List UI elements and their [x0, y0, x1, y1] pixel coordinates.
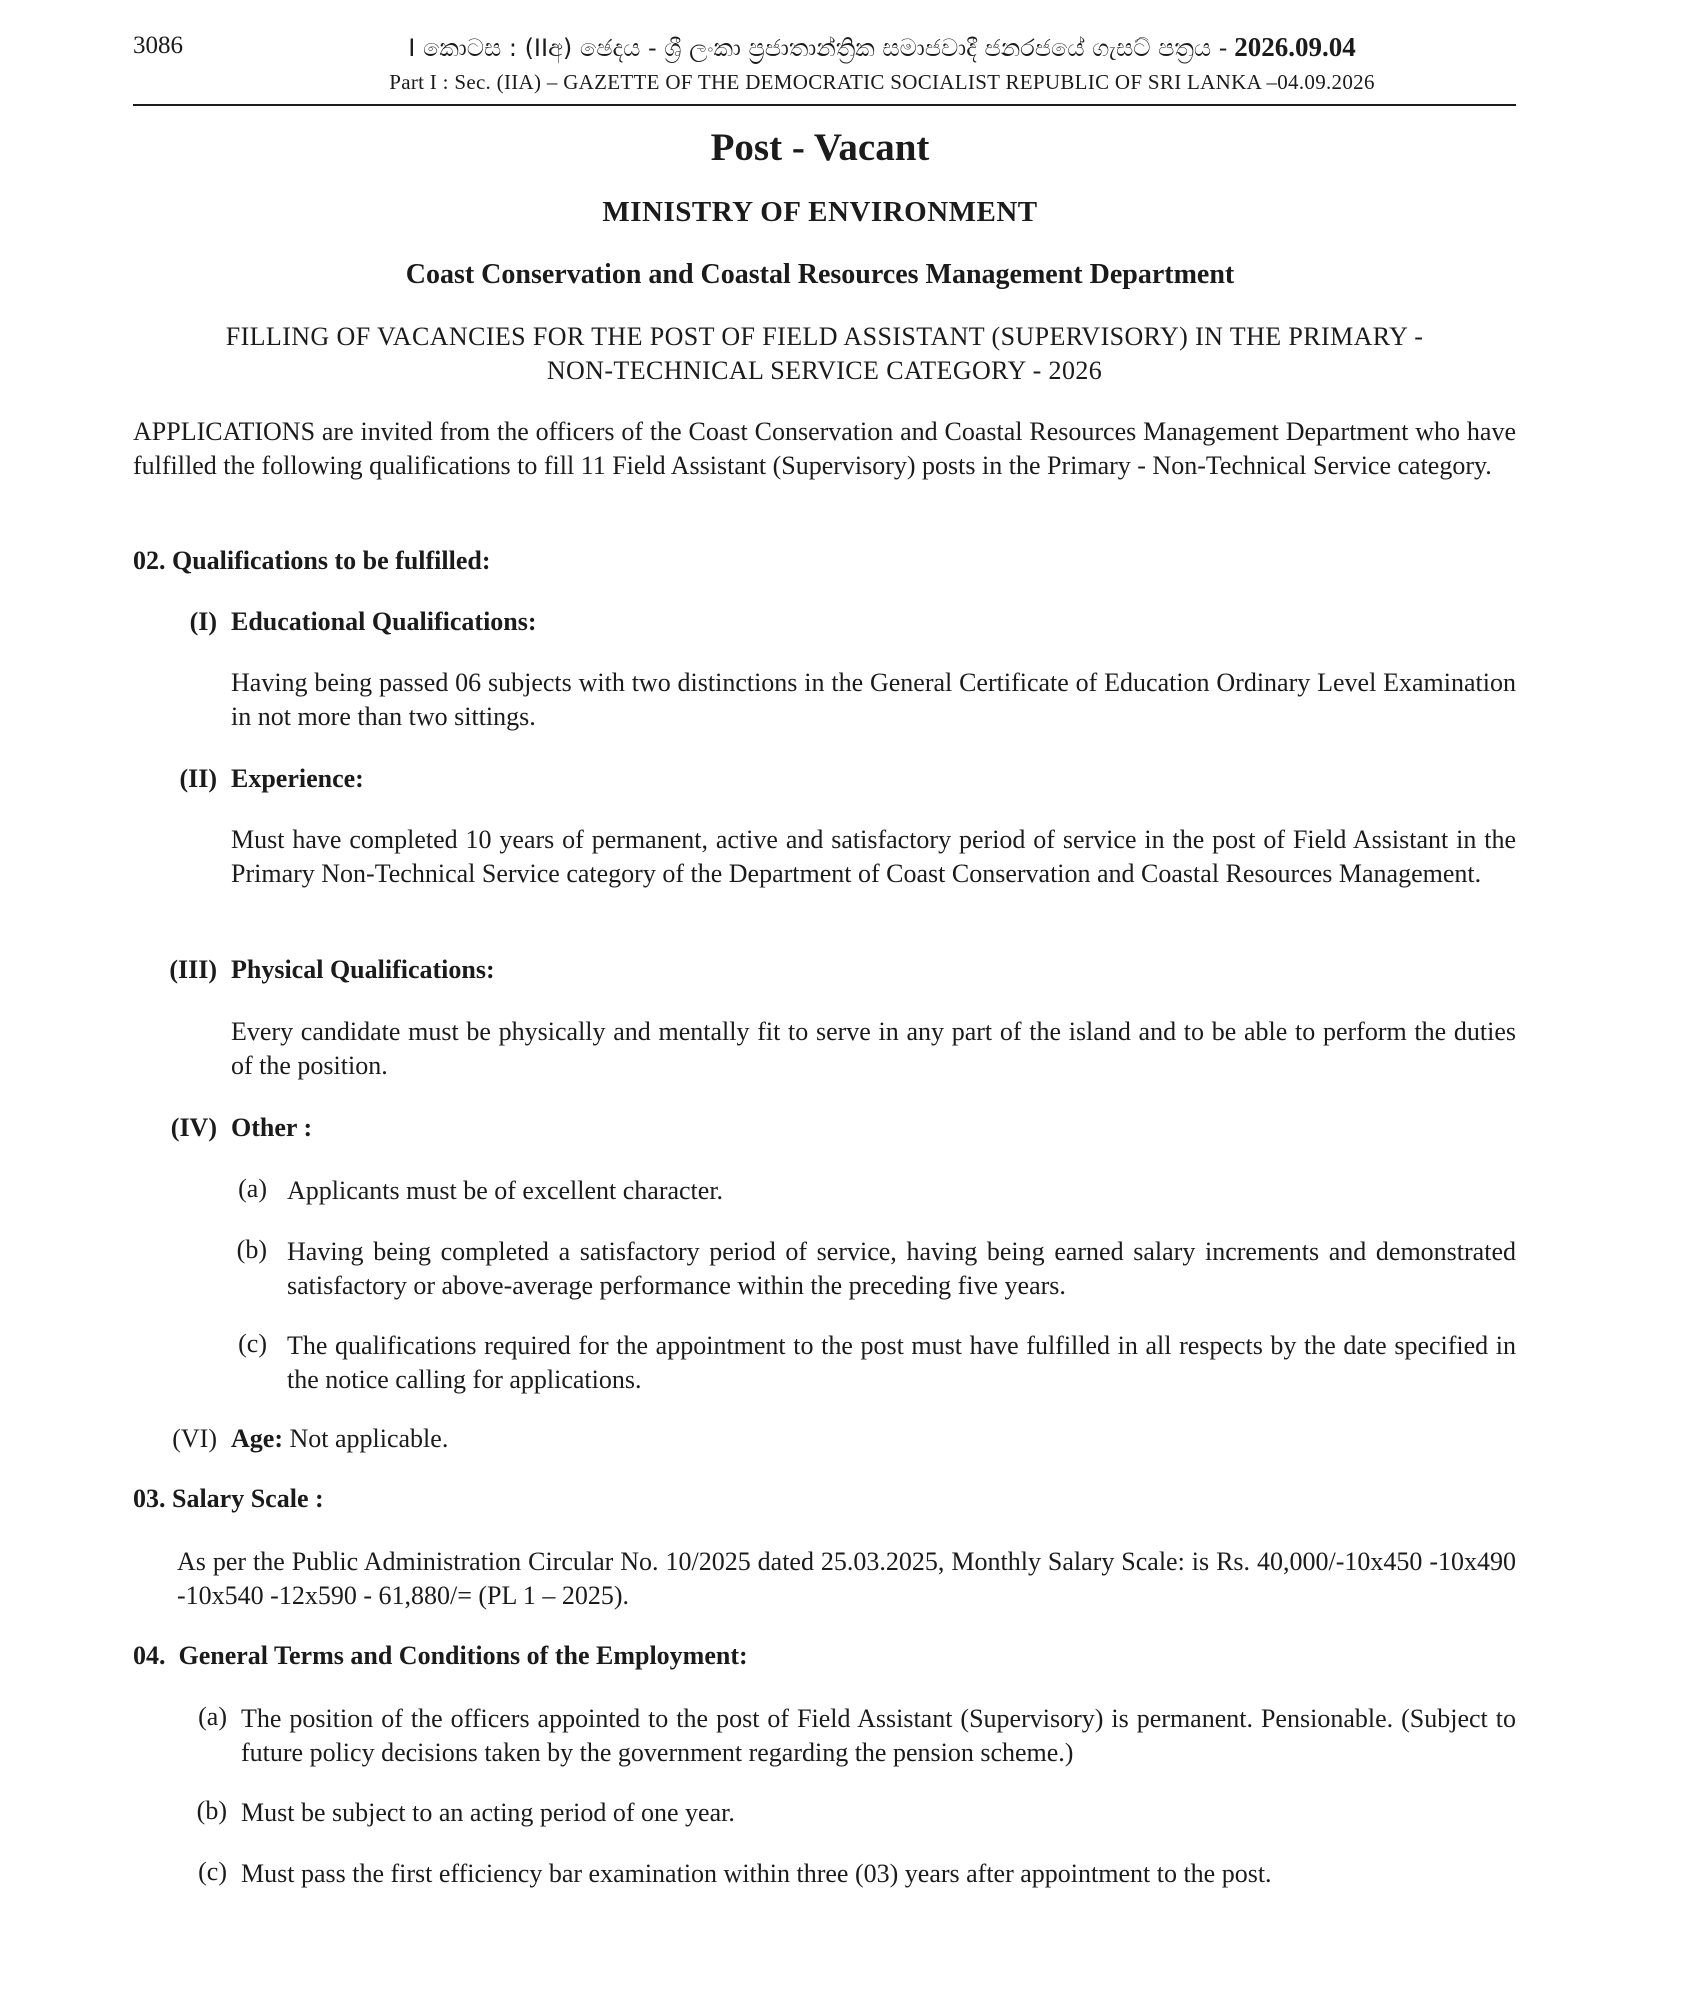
other-a-number: (a)	[238, 1174, 267, 1203]
sinhala-header-text: I කොටස : (IIඅ) ඡෙදය - ශ්‍රී ලංකා ප්‍රජාතාන්ත්‍රික සමාජවාදී ජනරජයේ ගැසට් පත්‍රය -	[408, 34, 1228, 62]
terms-c-text: Must pass the first efficiency bar examination within three (03) years after appointment to the post.	[241, 1859, 1272, 1888]
terms-a-number: (a)	[198, 1702, 227, 1731]
gazette-header-english: Part I : Sec. (IIA) – GAZETTE OF THE DEMOCRATIC SOCIALIST REPUBLIC OF SRI LANKA –04.09.2026	[389, 70, 1375, 94]
vacancy-heading-line2: NON-TECHNICAL SERVICE CATEGORY - 2026	[546, 356, 1103, 385]
age-label: Age:	[231, 1424, 283, 1453]
item-IV-number: (IV)	[170, 1113, 217, 1142]
other-c-number: (c)	[238, 1329, 267, 1358]
item-III-title: Physical Qualifications:	[231, 955, 495, 984]
other-a-text: Applicants must be of excellent character.	[287, 1176, 724, 1205]
item-I-title: Educational Qualifications:	[231, 607, 537, 636]
item-II-number: (II)	[179, 764, 217, 793]
terms-b-number: (b)	[196, 1796, 227, 1825]
ministry-name: MINISTRY OF ENVIRONMENT	[602, 196, 1038, 228]
gazette-header-sinhala	[232, 32, 1532, 63]
item-IV-title: Other :	[231, 1113, 313, 1142]
vacancy-heading	[133, 320, 1516, 388]
terms-b-text: Must be subject to an acting period of one year.	[241, 1798, 735, 1827]
notice-title: Post - Vacant	[710, 126, 930, 169]
section-04-heading: 04. General Terms and Conditions of the Employment:	[133, 1641, 748, 1670]
section-03-heading: 03. Salary Scale :	[133, 1484, 324, 1513]
page-number: 3086	[133, 32, 183, 59]
intro-paragraph: APPLICATIONS are invited from the officers of the Coast Conservation and Coastal Resources Management Department who have fulfilled the following qualifications to fill 11 Field Assistant (Supervisory) posts in the Primary - Non-Technical Service category.	[133, 417, 1516, 480]
item-VI-number: (VI)	[172, 1424, 217, 1453]
item-I-text: Having being passed 06 subjects with two distinctions in the General Certificate of Education Ordinary Level Examination in not more than two sittings.	[231, 668, 1516, 731]
vacancy-heading-line1: FILLING OF VACANCIES FOR THE POST OF FIELD ASSISTANT (SUPERVISORY) IN THE PRIMARY -	[225, 322, 1424, 351]
item-I-number: (I)	[189, 607, 217, 636]
department-name: Coast Conservation and Coastal Resources Management Department	[405, 259, 1235, 290]
item-II-title: Experience:	[231, 764, 364, 793]
other-c-text: The qualifications required for the appointment to the post must have fulfilled in all respects by the date specified in the notice calling for applications.	[287, 1331, 1516, 1394]
salary-scale-text: As per the Public Administration Circular No. 10/2025 dated 25.03.2025, Monthly Salary Scale: is Rs. 40,000/-10x450 -10x490 -10x540 -12x590 - 61,880/= (PL 1 – 2025).	[177, 1547, 1516, 1610]
item-II-text: Must have completed 10 years of permanent, active and satisfactory period of service in the post of Field Assistant in the Primary Non-Technical Service category of the Department of Coast Conservation and Coastal Resources Management.	[231, 825, 1516, 888]
section-02-heading: 02. Qualifications to be fulfilled:	[133, 546, 491, 575]
other-b-text: Having being completed a satisfactory period of service, having being earned salary increments and demonstrated satisfactory or above-average performance within the preceding five years.	[287, 1237, 1516, 1300]
item-VI-line	[231, 1424, 448, 1454]
terms-a-text: The position of the officers appointed to the post of Field Assistant (Supervisory) is permanent. Pensionable. (Subject to future policy decisions taken by the government regarding the pension scheme.)	[241, 1704, 1516, 1767]
other-b-number: (b)	[236, 1235, 267, 1264]
item-III-text: Every candidate must be physically and mentally fit to serve in any part of the island and to be able to perform the duties of the position.	[231, 1017, 1516, 1080]
age-text: Not applicable.	[289, 1424, 449, 1453]
sinhala-header-date: 2026.09.04	[1234, 32, 1356, 62]
item-III-number: (III)	[169, 955, 217, 984]
terms-c-number: (c)	[198, 1857, 227, 1886]
header-divider	[133, 104, 1516, 106]
